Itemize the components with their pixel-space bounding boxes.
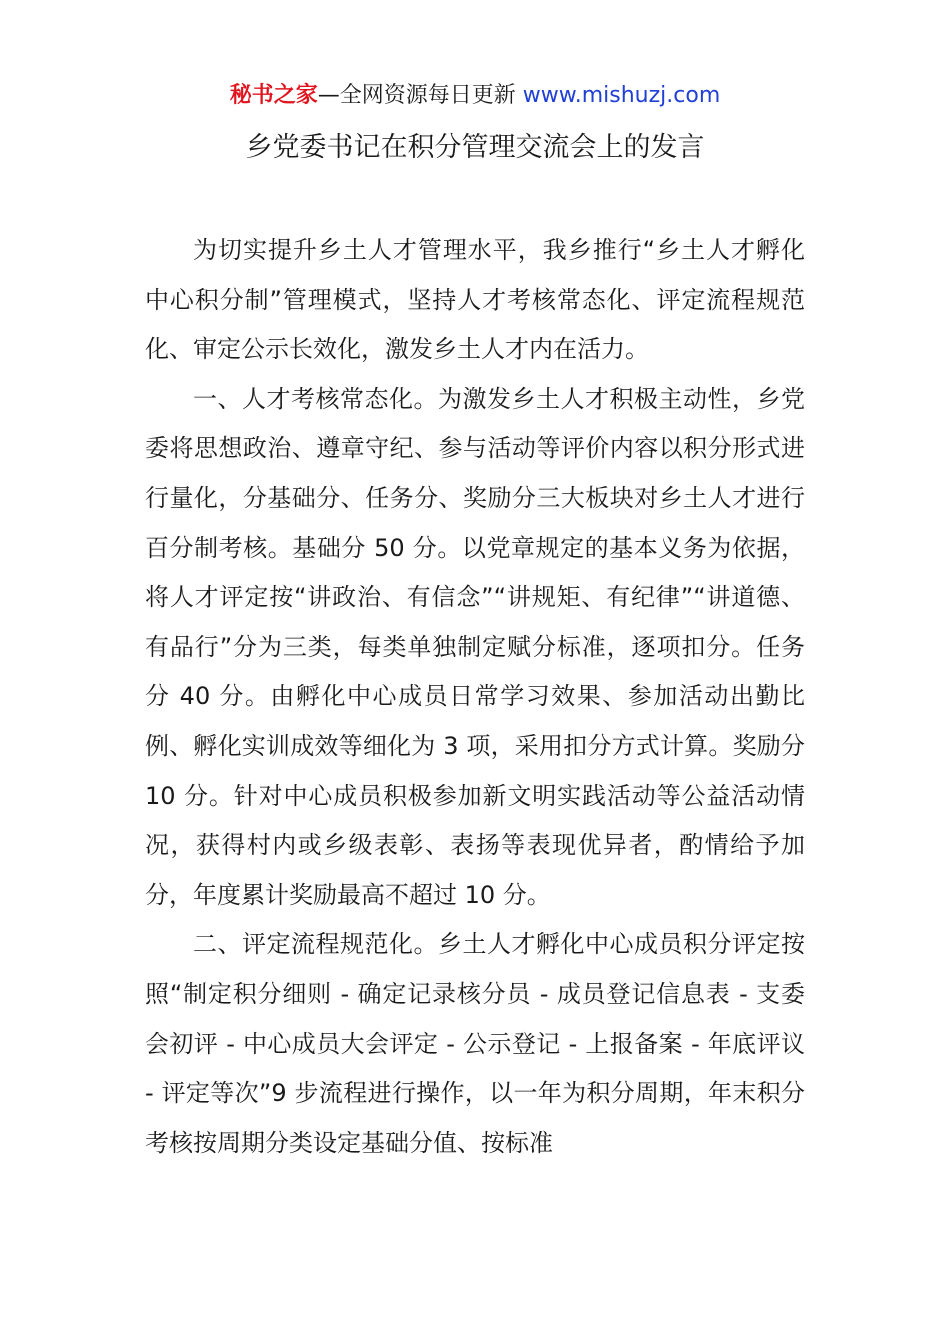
site-url-link[interactable]: www.mishuzj.com [522,83,721,108]
paragraph-section-2: 二、评定流程规范化。乡土人才孵化中心成员积分评定按照“制定积分细则 - 确定记录核分员 - 成员登记信息表 - 支委会初评 - 中心成员大会评定 - 公示登记 - 上报备案 - 年底评议 - 评定等次”9 步流程进行操作，以一年为积分周期，年末积分考核按周期分类设定基础分值、按标准 [145,930,805,1157]
paragraph-section-1: 一、人才考核常态化。为激发乡土人才积极主动性，乡党委将思想政治、遵章守纪、参与活动等评价内容以积分形式进行量化，分基础分、任务分、奖励分三大板块对乡土人才进行百分制考核。基础分 50 分。以党章规定的基本义务为依据，将人才评定按“讲政治、有信念”“讲规矩、有纪律”“讲道德、有品行”分为三类，每类单独制定赋分标准，逐项扣分。任务分 40 分。由孵化中心成员日常学习效果、参加活动出勤比例、孵化实训成效等细化为 3 项，采用扣分方式计算。奖励分 10 分。针对中心成员积极参加新文明实践活动等公益活动情况，获得村内或乡级表彰、表扬等表现优异者，酌情给予加分，年度累计奖励最高不超过 10 分。 [145,384,805,909]
document-title: 乡党委书记在积分管理交流会上的发言 [245,132,705,163]
site-tagline: —全网资源每日更新 [317,83,516,108]
brand-name: 秘书之家 [229,83,318,108]
site-header [0,80,950,112]
paragraph-intro: 为切实提升乡土人才管理水平，我乡推行“乡土人才孵化中心积分制”管理模式，坚持人才考核常态化、评定流程规范化、审定公示长效化，激发乡土人才内在活力。 [145,236,805,364]
document-body [145,226,805,1168]
